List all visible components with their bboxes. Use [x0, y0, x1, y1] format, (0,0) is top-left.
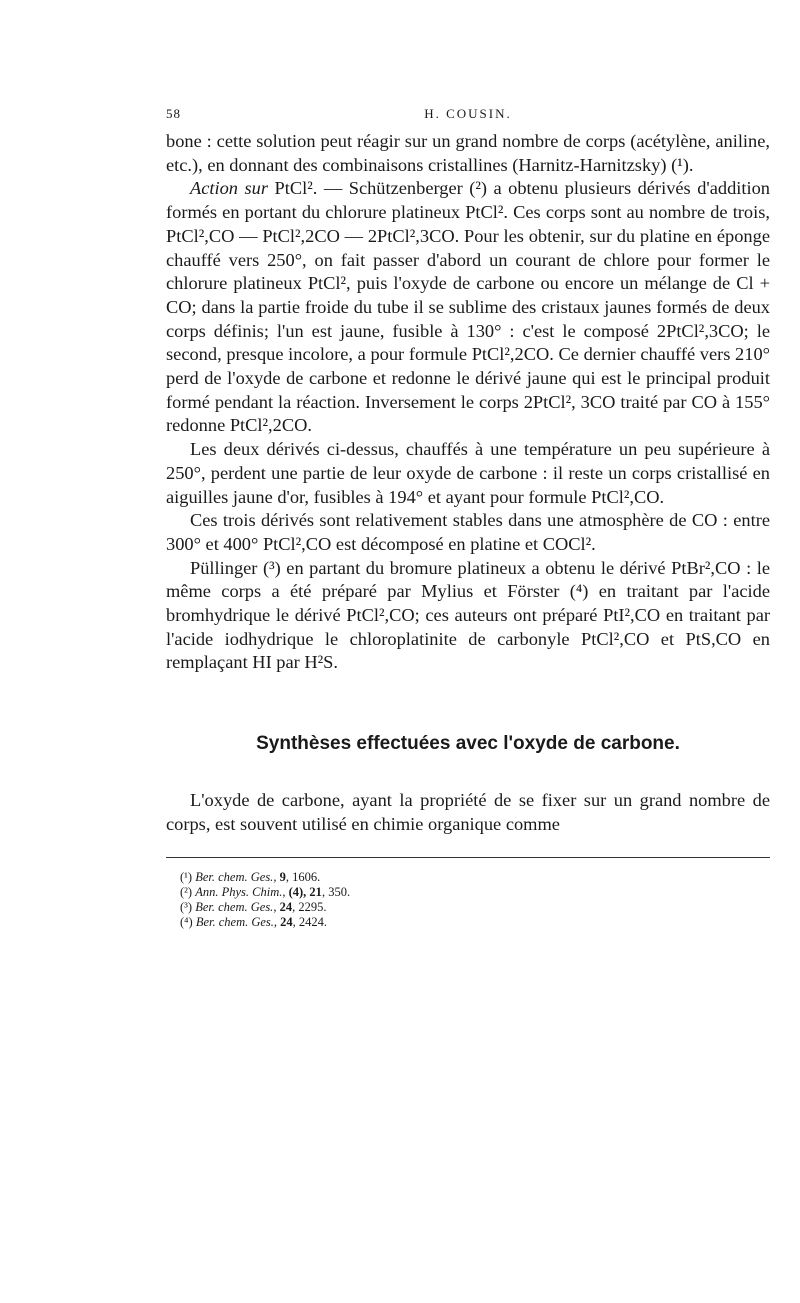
- footnote-volume: 24: [279, 899, 293, 914]
- section-title: Synthèses effectuées avec l'oxyde de carbone.: [256, 733, 680, 755]
- footnote-source: Ber. chem. Ges.: [195, 899, 274, 914]
- footnote-page: , 2295.: [292, 899, 327, 914]
- page: [166, 100, 770, 930]
- running-title: H. COUSIN.: [424, 106, 512, 121]
- page-number: 58: [166, 106, 181, 121]
- footnote-mark: (¹): [180, 869, 193, 884]
- footnote-volume: (4), 21: [288, 884, 322, 899]
- paragraph-5: Püllinger (³) en partant du bromure platineux a obtenu le dérivé PtBr²,CO : le même corps a été préparé par Mylius et Förster (⁴) en traitant par l'acide bromhydrique le dérivé PtCl²,CO; ces auteurs ont préparé PtI²,CO en traitant par l'acide iodhydrique le chloroplatinite de carbonyle PtCl²,CO et PtS,CO en remplaçant HI par H²S.: [166, 557, 770, 673]
- footnotes: [166, 870, 770, 930]
- footnote-source: Ber. chem. Ges.: [195, 914, 274, 929]
- footnote-volume: 9: [279, 869, 286, 884]
- footnote-source: Ber. chem. Ges.: [195, 869, 274, 884]
- footnote-volume: 24: [280, 914, 293, 929]
- footnote-4: (⁴) Ber. chem. Ges., 24, 2424.: [180, 914, 328, 929]
- paragraph-1: bone : cette solution peut réagir sur un grand nombre de corps (acétylène, aniline, etc.), en donnant des combinaisons cristallines (Harnitz-Harnitzsky) (¹).: [166, 131, 770, 175]
- footnote-mark: (⁴): [180, 914, 193, 929]
- footnote-rule: [166, 857, 770, 858]
- paragraph-lead: Action sur: [190, 178, 269, 199]
- footnote-page: , 2424.: [292, 914, 328, 929]
- paragraph-2: [166, 177, 770, 438]
- footnote-3: (³) Ber. chem. Ges., 24, 2295.: [180, 899, 327, 914]
- footnote-page: , 350.: [321, 884, 351, 899]
- section-paragraph: L'oxyde de carbone, ayant la propriété de se fixer sur un grand nombre de corps, est souvent utilisé en chimie organique comme: [166, 790, 770, 834]
- footnote-2: (²) Ann. Phys. Chim., (4), 21, 350.: [180, 884, 351, 899]
- footnote-1: (¹) Ber. chem. Ges., 9, 1606.: [180, 869, 321, 884]
- body-text: [166, 130, 770, 675]
- footnote-source: Ann. Phys. Chim.: [195, 884, 283, 899]
- paragraph-4: Ces trois dérivés sont relativement stables dans une atmosphère de CO : entre 300° et 400° PtCl²,CO est décomposé en platine et COCl².: [166, 510, 770, 554]
- footnote-page: , 1606.: [285, 869, 321, 884]
- paragraph-3: Les deux dérivés ci-dessus, chauffés à une température un peu supérieure à 250°, perdent une partie de leur oxyde de carbone : il reste un corps cristallisé en aiguilles jaune d'or, fusibles à 194° et ayant pour formule PtCl²,CO.: [166, 439, 770, 507]
- footnote-mark: (³): [180, 899, 193, 914]
- paragraph-2-text: PtCl². — Schützenberger (²) a obtenu plusieurs dérivés d'addition formés en portant du chlorure platineux PtCl². Ces corps sont au nombre de trois, PtCl²,CO — PtCl²,2CO — 2PtCl²,3CO. Pour les obtenir, sur du platine en éponge chauffé vers 250°, on fait passer d'abord un courant de chlore pour former le chlorure platineux PtCl², puis l'oxyde de carbone ou encore un mélange de Cl + CO; dans la partie froide du tube il se sublime des cristaux jaunes formés de deux corps définis; l'un est jaune, fusible à 130° : c'est le composé 2PtCl²,3CO; le second, presque incolore, a pour formule PtCl²,2CO. Ce dernier chauffé vers 210° perd de l'oxyde de carbone et redonne le dérivé jaune qui est le principal produit formé pendant la réaction. Inversement le corps 2PtCl², 3CO traité par CO à 155° redonne PtCl²,2CO.: [166, 178, 770, 436]
- running-head: [166, 100, 770, 130]
- section-body: [166, 789, 770, 836]
- footnote-mark: (²): [180, 884, 193, 899]
